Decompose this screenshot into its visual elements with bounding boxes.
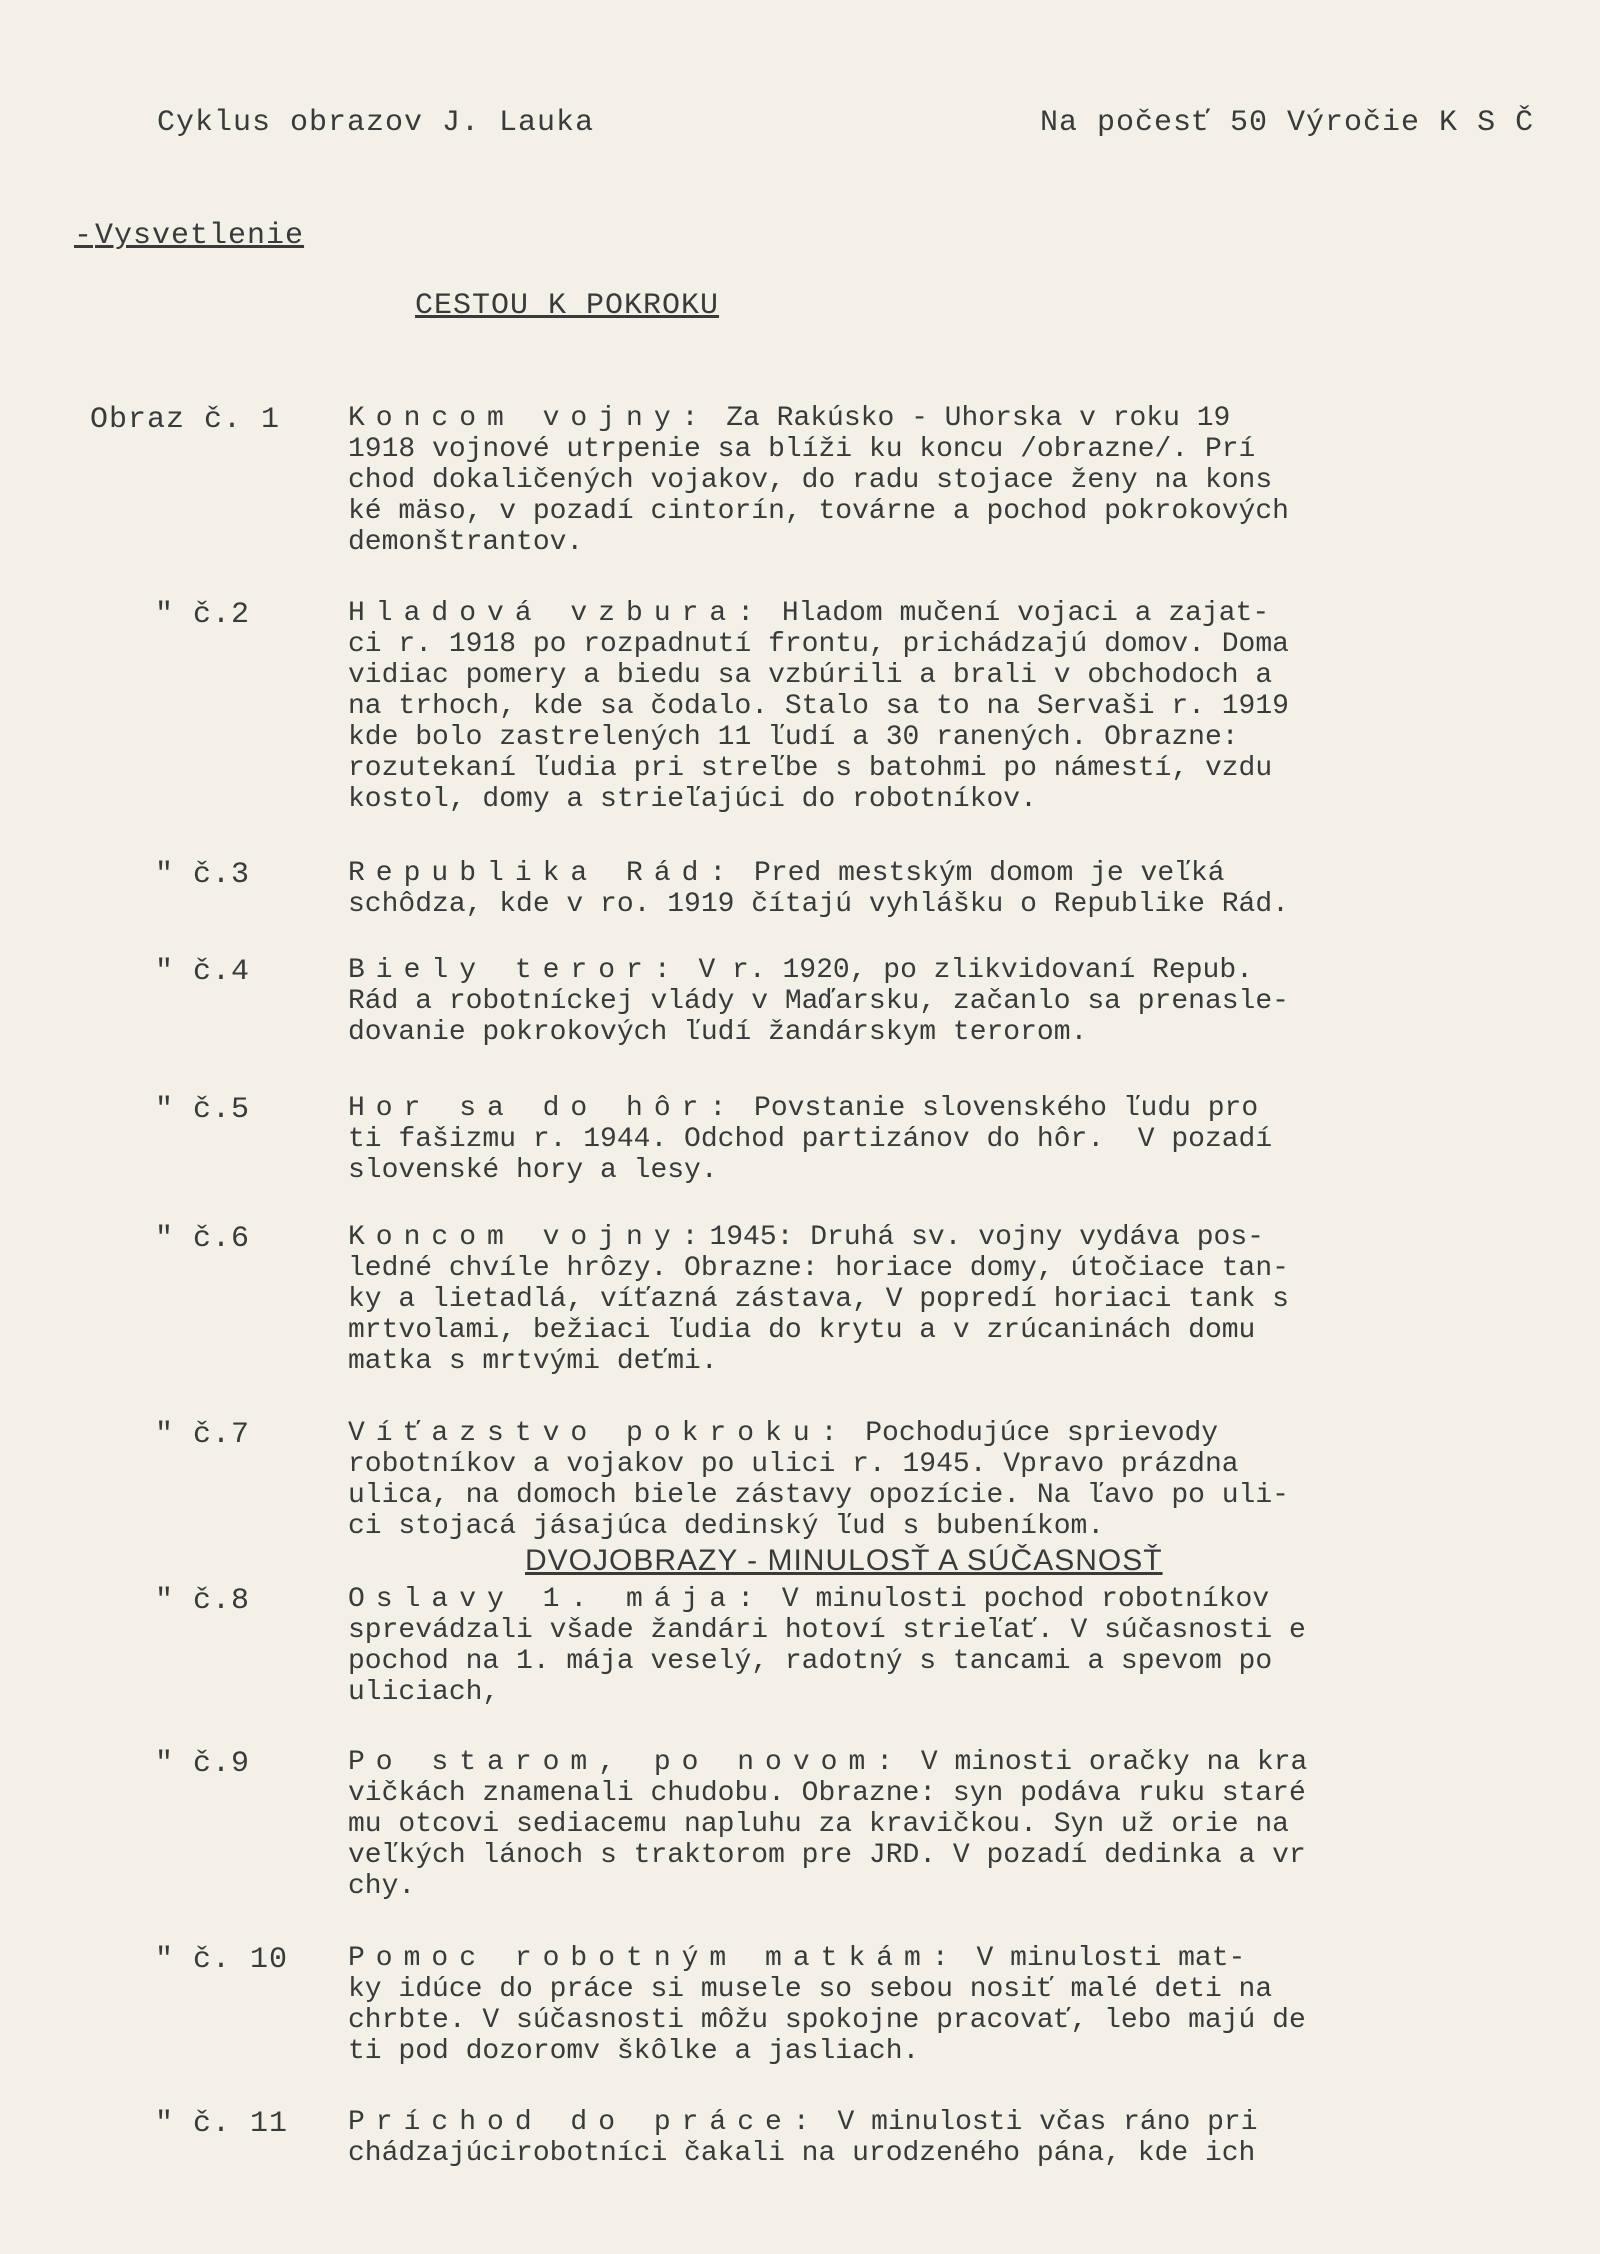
entry-body: [348, 858, 1498, 920]
entry-text: V r. 1920, po zlikvidovaní Repub. Rád a robotníckej vlády v Maďarsku, začanlo sa prenasle- dovanie pokrokových ľudí žandárskym terorom.: [348, 955, 1289, 1048]
entry-title: Po starom, po novom:: [348, 1747, 905, 1778]
entry-marker: " č.9: [155, 1747, 251, 1781]
entry-marker: " č.8: [155, 1584, 251, 1618]
entry-marker: " č.7: [155, 1418, 251, 1452]
entry-body: [348, 403, 1498, 558]
entry-body: [348, 1943, 1498, 2067]
entry-title: Republika Rád:: [348, 858, 738, 889]
section-subheading: DVOJOBRAZY - MINULOSŤ A SÚČASNOSŤ: [525, 1544, 1163, 1577]
entry-text: Povstanie slovenského ľudu pro ti fašizmu r. 1944. Odchod partizánov do hôr. V pozadí slovenské hory a lesy.: [348, 1093, 1273, 1186]
entry-marker: " č. 11: [155, 2107, 289, 2141]
entry-title: Koncom vojny:: [348, 403, 710, 434]
entry-body: [348, 1222, 1498, 1377]
entry-text: Pred mestským domom je veľká schôdza, kde v ro. 1919 čítajú vyhlášku o Republike Rád.: [348, 858, 1289, 920]
entry-title: Víťazstvo pokroku:: [348, 1418, 849, 1449]
main-title: CESTOU K POKROKU: [415, 289, 720, 323]
entry-text: Pochodujúce sprievody robotníkov a vojakov po ulici r. 1945. Vpravo prázdna ulica, na domoch biele zástavy opozície. Na ľavo po uli- ci stojacá jásajúca dedinský ľud s bubeníkom.: [348, 1418, 1289, 1542]
entry-body: [348, 2107, 1498, 2169]
entry-marker: " č. 10: [155, 1943, 289, 1977]
entry-title: Hor sa do hôr:: [348, 1093, 738, 1124]
header-dedication: Na počesť 50 Výročie K S Č: [1040, 106, 1535, 140]
header-cycle-title: Cyklus obrazov J. Lauka: [157, 106, 595, 140]
entry-marker: " č.2: [155, 598, 251, 632]
entry-text: V minulosti pochod robotníkov sprevádzali všade žandári hotoví strieľať. V súčasnosti e pochod na 1. mája veselý, radotný s tancami a spevom po uliciach,: [348, 1584, 1306, 1708]
entry-marker: Obraz č. 1: [90, 403, 281, 437]
entry-title: Biely teror:: [348, 955, 682, 986]
section-label: - Vysvetlenie: [74, 219, 304, 253]
entry-marker: " č.4: [155, 955, 251, 989]
entry-title: Pomoc robotným matkám:: [348, 1943, 960, 1974]
entry-body: [348, 1418, 1498, 1542]
entry-marker: " č.3: [155, 858, 251, 892]
entry-text: V minulosti včas ráno pri chádzajúcirobotníci čakali na urodzeného pána, kde ich: [348, 2107, 1258, 2169]
entry-text: V minosti oračky na kra vičkách znamenali chudobu. Obrazne: syn podáva ruku staré mu otcovi sediacemu napluhu za kravičkou. Syn už orie na veľkých lánoch s traktorom pre JRD. V pozadí dedinka a vr chy.: [348, 1747, 1308, 1902]
entry-title: Koncom vojny:: [348, 1222, 710, 1253]
entry-title: Hladová vzbura:: [348, 598, 766, 629]
entry-title: Príchod do práce:: [348, 2107, 821, 2138]
entry-text: Za Rakúsko - Uhorska v roku 19 1918 vojnové utrpenie sa blíži ku koncu /obrazne/. Prí chod dokaličených vojakov, do radu stojace ženy na kons ké mäso, v pozadí cintorín, továrne a pochod pokrokových demonštrantov.: [348, 403, 1289, 558]
entry-body: [348, 1747, 1498, 1902]
entry-marker: " č.6: [155, 1222, 251, 1256]
entry-text: 1945: Druhá sv. vojny vydáva pos- ledné chvíle hrôzy. Obrazne: horiace domy, útočiace tan- ky a lietadlá, víťazná zástava, V popredí horiaci tank s mrtvolami, bežiaci ľudia do krytu a v zrúcaninách domu matka s mrtvými deťmi.: [348, 1222, 1289, 1377]
entry-body: [348, 1093, 1498, 1186]
entry-marker: " č.5: [155, 1093, 251, 1127]
entry-title: Oslavy 1. mája:: [348, 1584, 766, 1615]
entry-text: V minulosti mat- ky idúce do práce si musele so sebou nosiť malé deti na chrbte. V súčasnosti môžu spokojne pracovať, lebo majú de ti pod dozoromv škôlke a jasliach.: [348, 1943, 1306, 2067]
entry-text: Hladom mučení vojaci a zajat- ci r. 1918 po rozpadnutí frontu, prichádzajú domov. Doma vidiac pomery a biedu sa vzbúrili a brali v obchodoch a na trhoch, kde sa čodalo. Stalo sa to na Servaši r. 1919 kde bolo zastrelených 11 ľudí a 30 ranených. Obrazne: rozutekaní ľudia pri streľbe s batohmi po námestí, vzdu kostol, domy a strieľajúci do robotníkov.: [348, 598, 1289, 815]
entry-body: [348, 598, 1498, 815]
entry-body: [348, 955, 1498, 1048]
entry-body: [348, 1584, 1498, 1708]
